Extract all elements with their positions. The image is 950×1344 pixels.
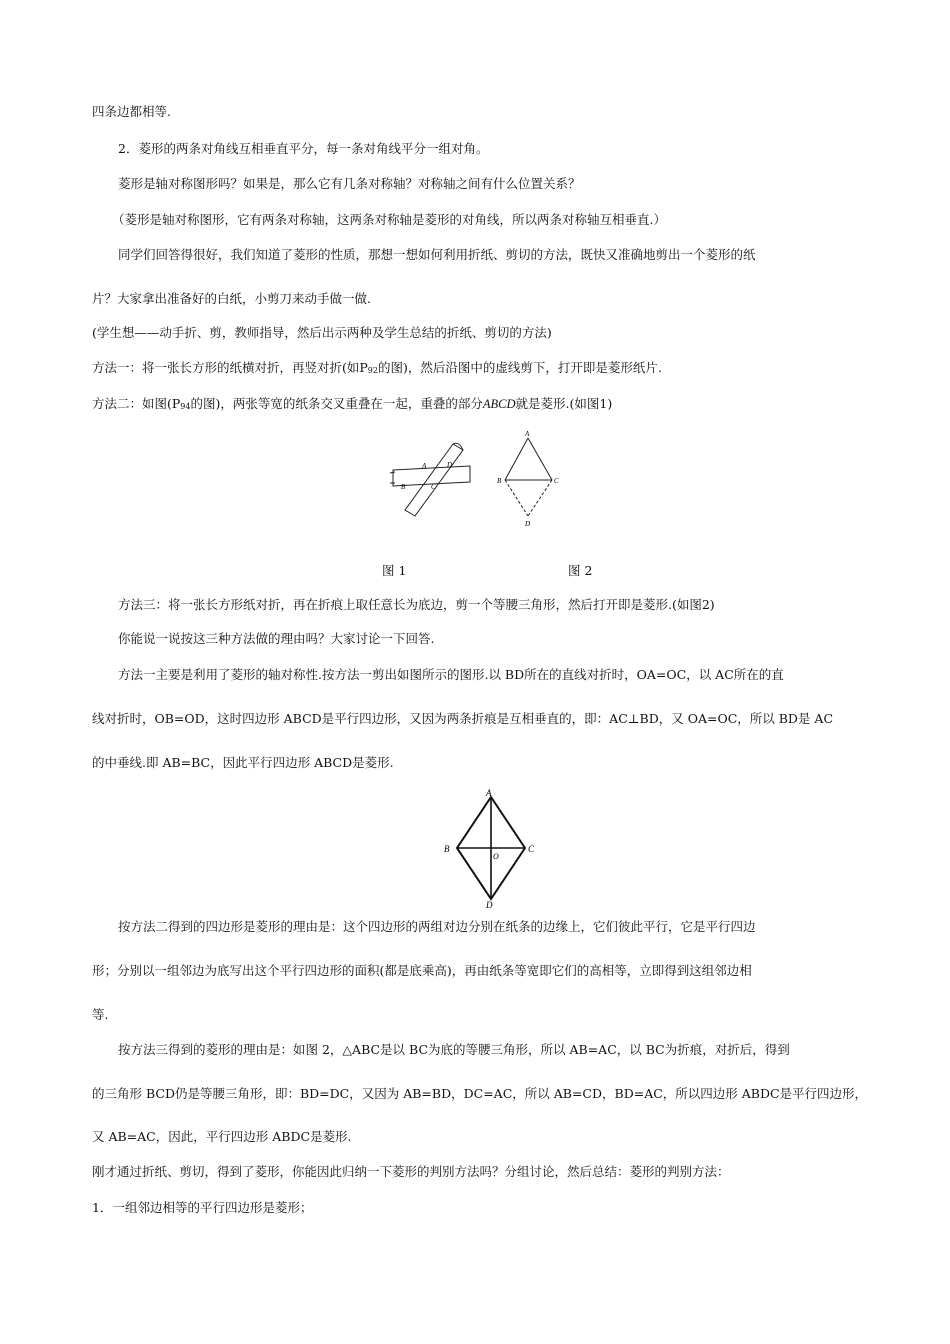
figure-3-rhombus [440,785,550,910]
fig3-label-b: B [444,844,450,854]
text-line-11: 你能说一说按这三种方法做的理由吗？大家讨论一下回答. [118,631,435,646]
text-line-19: 的三角形 BCD仍是等腰三角形，即：BD=DC，又因为 AB=BD，DC=AC，所以 AB=CD，BD=AC，所以四边形 ABDC是平行四边形， [92,1086,868,1101]
figure-1-crossed-strips [385,440,475,520]
text-line-14: 的中垂线.即 AB=BC，因此平行四边形 ABCD是菱形. [92,755,394,770]
figure-2-folded-triangle [495,428,570,533]
fig3-label-a: A [486,788,492,798]
fig1-label-a: A [422,462,427,470]
figure-1-caption: 图 1 [382,563,407,578]
text-line-2: 2．菱形的两条对角线互相垂直平分，每一条对角线平分一组对角。 [118,141,489,156]
text-line-3: 菱形是轴对称图形吗？如果是，那么它有几条对称轴？对称轴之间有什么位置关系？ [118,176,581,191]
text-line-15: 按方法二得到的四边形是菱形的理由是：这个四边形的两组对边分别在纸条的边缘上，它们彼此平行，它是平行四边 [118,919,756,934]
text-line-4: （菱形是轴对称图形，它有两条对称轴，这两条对称轴是菱形的对角线，所以两条对称轴互相垂直.） [112,212,666,227]
text-line-18: 按方法三得到的菱形的理由是：如图 2，△ABC是以 BC为底的等腰三角形，所以 AB=AC，以 BC为折痕，对折后，得到 [118,1042,790,1057]
text-line-10: 方法三：将一张长方形纸对折，再在折痕上取任意长为底边，剪一个等腰三角形，然后打开即是菱形.(如图2) [118,597,715,612]
text-line-6: 片？大家拿出准备好的白纸，小剪刀来动手做一做. [92,291,371,306]
text-line-16: 形；分别以一组邻边为底写出这个平行四边形的面积(都是底乘高)，再由纸条等宽即它们的高相等，立即得到这组邻边相 [92,963,752,978]
fig3-label-c: C [528,844,535,854]
text-line-21: 刚才通过折纸、剪切，得到了菱形，你能因此归纳一下菱形的判别方法吗？分组讨论，然后总结：菱形的判别方法： [92,1164,730,1179]
fig2-label-c: C [554,477,559,485]
fig2-label-d: D [525,520,531,528]
text-line-20: 又 AB=AC，因此，平行四边形 ABDC是菱形. [92,1129,352,1144]
text-line-17: 等. [92,1007,109,1022]
text-line-8: 方法一：将一张长方形的纸横对折，再竖对折(如$P_{92}$的图)，然后沿图中的虚线剪下，打开即是菱形纸片. [92,360,662,375]
text-line-5: 同学们回答得很好，我们知道了菱形的性质，那想一想如何利用折纸、剪切的方法，既快又准确地剪出一个菱形的纸 [118,247,756,262]
text-line-13: 线对折时，OB=OD，这时四边形 ABCD是平行四边形，又因为两条折痕是互相垂直的，即：AC⊥BD，又 OA=OC，所以 BD是 AC [92,711,834,726]
fig3-label-d: D [486,900,493,910]
text-line-9: 方法二：如图($P_{94}$的图)，两张等宽的纸条交叉重叠在一起，重叠的部分ABCD就是菱形.(如图1) [92,396,613,411]
fig2-label-a: A [525,430,530,438]
fig1-label-b: B [401,483,406,491]
text-line-7: (学生想——动手折、剪，教师指导，然后出示两种及学生总结的折纸、剪切的方法) [92,325,552,340]
fig3-label-o: O [493,852,499,861]
fig1-label-d: D [447,461,453,469]
text-line-22: 1．一组邻边相等的平行四边形是菱形； [92,1200,313,1215]
fig2-label-b: B [497,477,502,485]
fig1-label-c: C [431,483,436,491]
figure-2-caption: 图 2 [568,563,593,578]
text-line-12: 方法一主要是利用了菱形的轴对称性.按方法一剪出如图所示的图形.以 BD所在的直线对折时，OA=OC，以 AC所在的直 [118,667,784,682]
text-line-1: 四条边都相等. [92,104,171,119]
